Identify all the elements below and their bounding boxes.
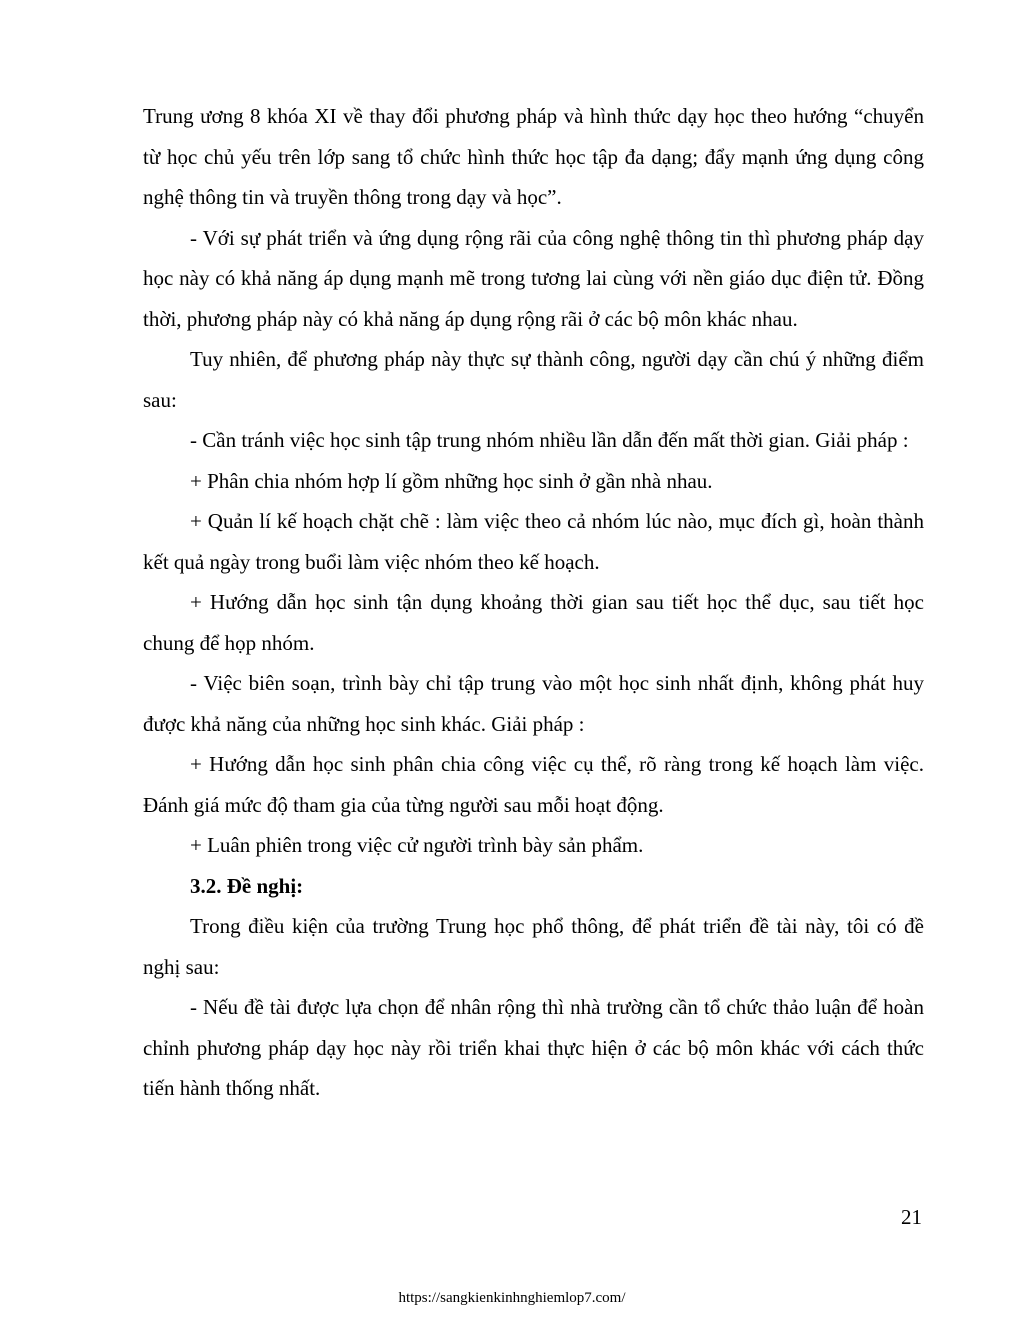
paragraph: + Hướng dẫn học sinh tận dụng khoảng thời gian sau tiết học thể dục, sau tiết học chung để họp nhóm. — [143, 590, 924, 655]
paragraph: Trong điều kiện của trường Trung học phổ thông, để phát triển đề tài này, tôi có đề nghị sau: — [143, 914, 924, 979]
paragraph: + Phân chia nhóm hợp lí gồm những học sinh ở gần nhà nhau. — [190, 468, 713, 493]
section-heading: 3.2. Đề nghị: — [190, 873, 304, 898]
paragraph: - Cần tránh việc học sinh tập trung nhóm nhiều lần dẫn đến mất thời gian. Giải pháp : — [190, 428, 909, 452]
paragraph: + Hướng dẫn học sinh phân chia công việc cụ thể, rõ ràng trong kế hoạch làm việc. Đánh giá mức độ tham gia của từng người sau mỗi hoạt động. — [143, 752, 924, 817]
paragraph: Tuy nhiên, để phương pháp này thực sự thành công, người dạy cần chú ý những điểm sau: — [143, 347, 924, 412]
page-number: 21 — [901, 1205, 922, 1229]
footer-url[interactable]: https://sangkienkinhnghiemlop7.com/ — [398, 1290, 626, 1306]
paragraph: + Luân phiên trong việc cử người trình bày sản phẩm. — [190, 833, 644, 857]
paragraph: - Với sự phát triển và ứng dụng rộng rãi của công nghệ thông tin thì phương pháp dạy học này có khả năng áp dụng mạnh mẽ trong tương lai cùng với nền giáo dục điện tử. Đồng thời, phương pháp này có khả năng áp dụng rộng rãi ở các bộ môn khác nhau. — [143, 225, 924, 331]
document-body — [143, 96, 924, 1109]
paragraph: Trung ương 8 khóa XI về thay đổi phương pháp và hình thức dạy học theo hướng “chuyển từ học chủ yếu trên lớp sang tổ chức hình thức học tập đa dạng; đẩy mạnh ứng dụng công nghệ thông tin và truyền thông trong dạy và học”. — [143, 104, 924, 209]
paragraph: - Nếu đề tài được lựa chọn để nhân rộng thì nhà trường cần tổ chức thảo luận để hoàn chỉnh phương pháp dạy học này rồi triển khai thực hiện ở các bộ môn khác với cách thức tiến hành thống nhất. — [143, 995, 924, 1100]
paragraph: + Quản lí kế hoạch chặt chẽ : làm việc theo cả nhóm lúc nào, mục đích gì, hoàn thành kết quả ngày trong buổi làm việc nhóm theo kế hoạch. — [143, 509, 924, 574]
paragraph: - Việc biên soạn, trình bày chỉ tập trung vào một học sinh nhất định, không phát huy được khả năng của những học sinh khác. Giải pháp : — [143, 671, 924, 736]
